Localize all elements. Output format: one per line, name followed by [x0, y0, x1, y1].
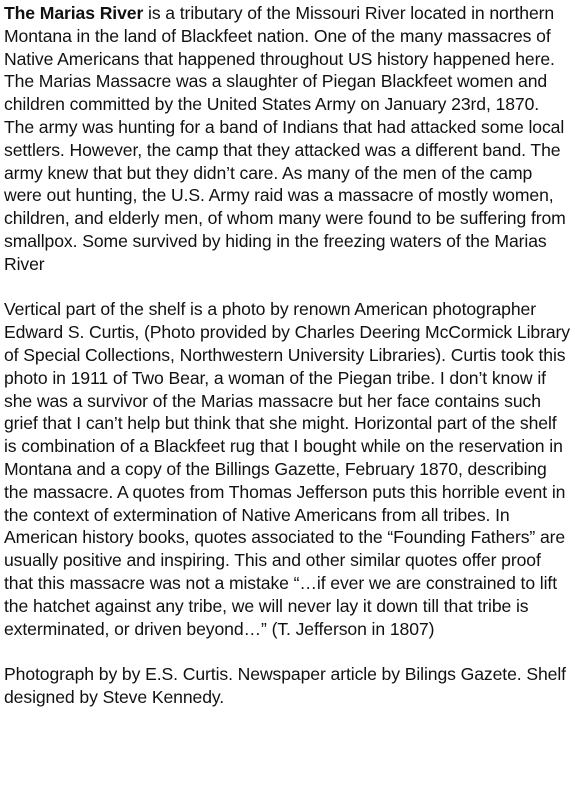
- paragraph-spacer: [4, 640, 572, 663]
- paragraph-shelf-description: Vertical part of the shelf is a photo by renown American photographer Edward S. Curtis, (Photo provided by Charles Deering McCormick Library of Special Collections, Northwestern University Libraries). Curtis took this photo in 1911 of Two Bear, a woman of the Piegan tribe. I don’t know if she was a survivor of the Marias massacre but her face contains such grief that I can’t help but think that she might. Horizontal part of the shelf is combination of a Blackfeet rug that I bought while on the reservation in Montana and a copy of the Billings Gazette, February 1870, describing the massacre. A quotes from Thomas Jefferson puts this horrible event in the context of extermination of Native Americans from all tribes. In American history books, quotes associated to the “Founding Fathers” are usually positive and inspiring. This and other similar quotes offer proof that this massacre was not a mistake “…if ever we are constrained to lift the hatchet against any tribe, we will never lay it down till that tribe is exterminated, or driven beyond…” (T. Jefferson in 1807): [4, 299, 570, 639]
- paragraph-lead-title: The Marias River: [4, 3, 144, 23]
- paragraph-credits: Photograph by by E.S. Curtis. Newspaper article by Bilings Gazete. Shelf designed by Steve Kennedy.: [4, 664, 566, 707]
- paragraph-text: is a tributary of the Missouri River located in northern Montana in the land of Blackfeet nation. One of the many massacres of Native Americans that happened throughout US history happened here. The Marias Massacre was a slaughter of Piegan Blackfeet women and children committed by the United States Army on January 23rd, 1870. The army was hunting for a band of Indians that had attacked some local settlers. However, the camp that they attacked was a different band. The army knew that but they didn’t care. As many of the men of the camp were out hunting, the U.S. Army raid was a massacre of mostly women, children, and elderly men, of whom many were found to be suffering from smallpox. Some survived by hiding in the freezing waters of the Marias River: [4, 3, 566, 274]
- document-body: [4, 2, 572, 709]
- paragraph-spacer: [4, 276, 572, 299]
- paragraph-marias-river: [4, 2, 572, 276]
